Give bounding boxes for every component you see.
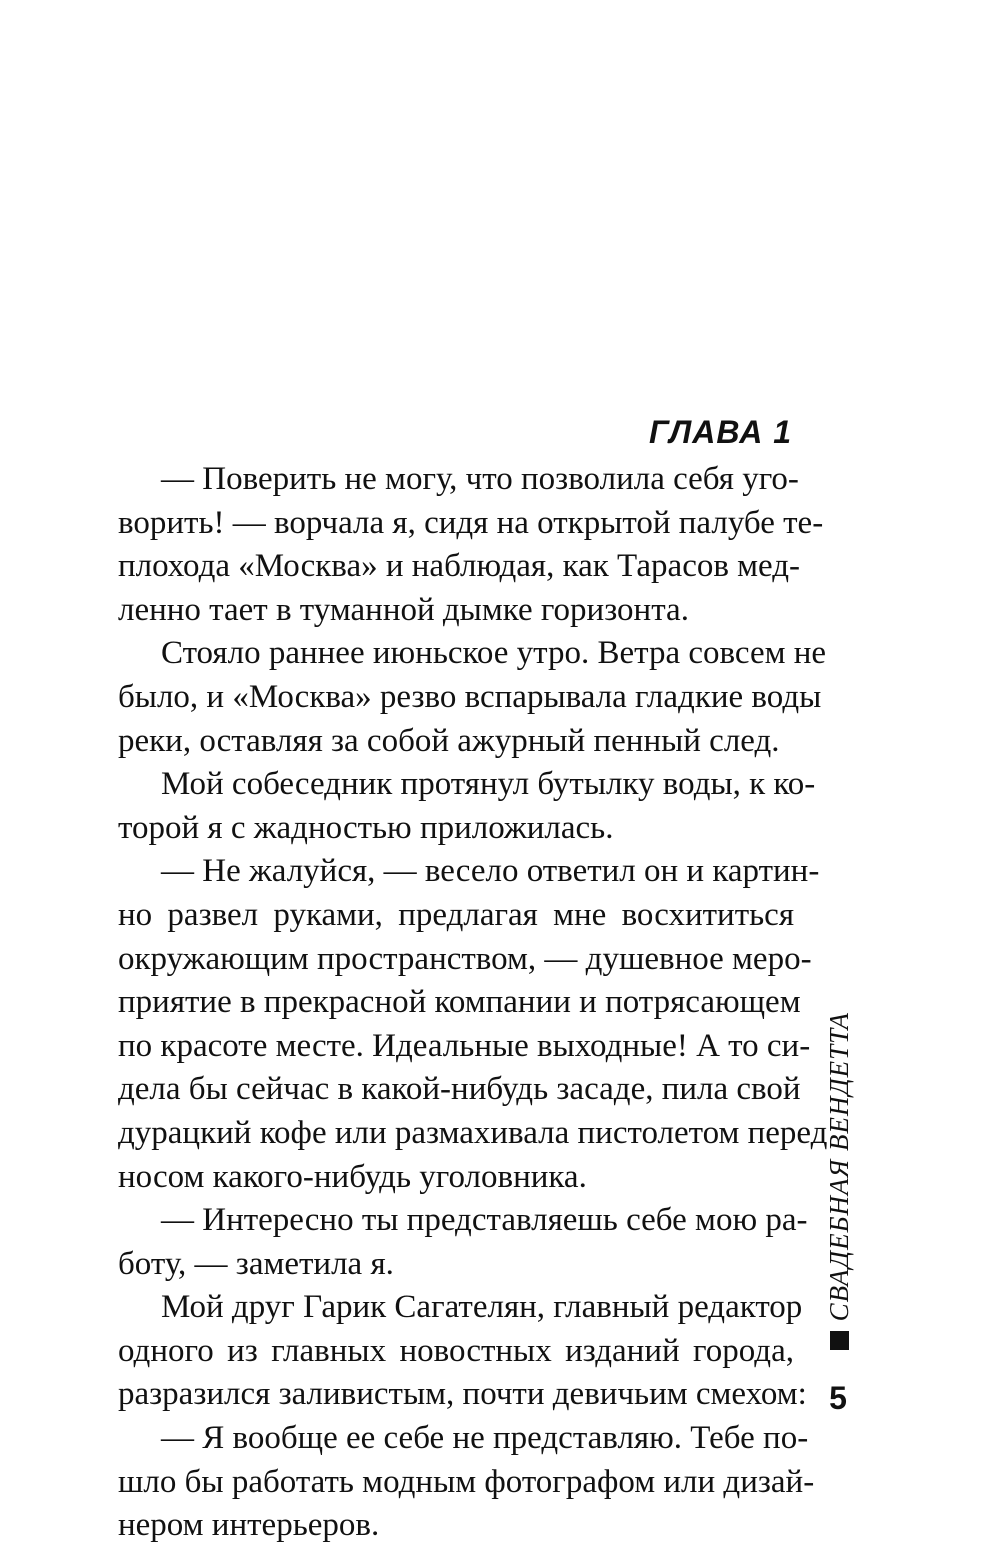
text-line: приятие в прекрасной компании и потрясающем — [118, 984, 801, 1021]
text-line: Мой собеседник протянул бутылку воды, к ко- — [161, 766, 816, 803]
text-line: — Интересно ты представляешь себе мою ра- — [161, 1202, 808, 1239]
chapter-title: ГЛАВА 1 — [649, 414, 792, 450]
text-line: разразился заливистым, почти девичьим смехом: — [118, 1376, 807, 1413]
text-line: носом какого-нибудь уголовника. — [118, 1158, 587, 1195]
body-text — [118, 458, 828, 1548]
text-line: дела бы сейчас в какой-нибудь засаде, пила свой — [118, 1071, 801, 1108]
text-line: Мой друг Гарик Сагателян, главный редактор — [161, 1289, 803, 1326]
text-line: Стояло раннее июньское утро. Ветра совсем не — [161, 635, 827, 672]
side-running-title — [820, 1012, 858, 1362]
text-line: — Поверить не могу, что позволила себя уго- — [161, 461, 799, 497]
text-line: плохода «Москва» и наблюдая, как Тарасов мед- — [118, 548, 801, 585]
square-marker-icon — [830, 1331, 849, 1350]
text-line: — Я вообще ее себе не представляю. Тебе по- — [161, 1420, 809, 1457]
running-title-text: СВАДЕБНАЯ ВЕНДЕТТА — [824, 1012, 854, 1322]
text-line: ворить! — ворчала я, сидя на открытой палубе те- — [118, 504, 824, 541]
text-line: было, и «Москва» резво вспарывала гладкие воды — [118, 678, 822, 715]
text-line: торой я с жадностью приложилась. — [118, 809, 614, 846]
text-line: дурацкий кофе или размахивала пистолетом перед — [118, 1114, 828, 1151]
text-line: окружающим пространством, — душевное меро- — [118, 940, 812, 977]
text-line: по красоте месте. Идеальные выходные! А то си- — [118, 1027, 811, 1064]
text-line: ленно тает в туманной дымке горизонта. — [118, 591, 689, 628]
text-line: но развел руками, предлагая мне восхититься — [118, 896, 794, 933]
text-line: шло бы работать модным фотографом или дизай- — [118, 1463, 815, 1500]
page-number: 5 — [829, 1380, 847, 1416]
text-line: нером интерьеров. — [118, 1507, 380, 1544]
text-line: одного из главных новостных изданий города, — [118, 1332, 794, 1369]
text-line: реки, оставляя за собой ажурный пенный след. — [118, 722, 780, 759]
text-line: боту, — заметила я. — [118, 1245, 394, 1282]
text-line: — Не жалуйся, — весело ответил он и картин- — [161, 853, 820, 890]
